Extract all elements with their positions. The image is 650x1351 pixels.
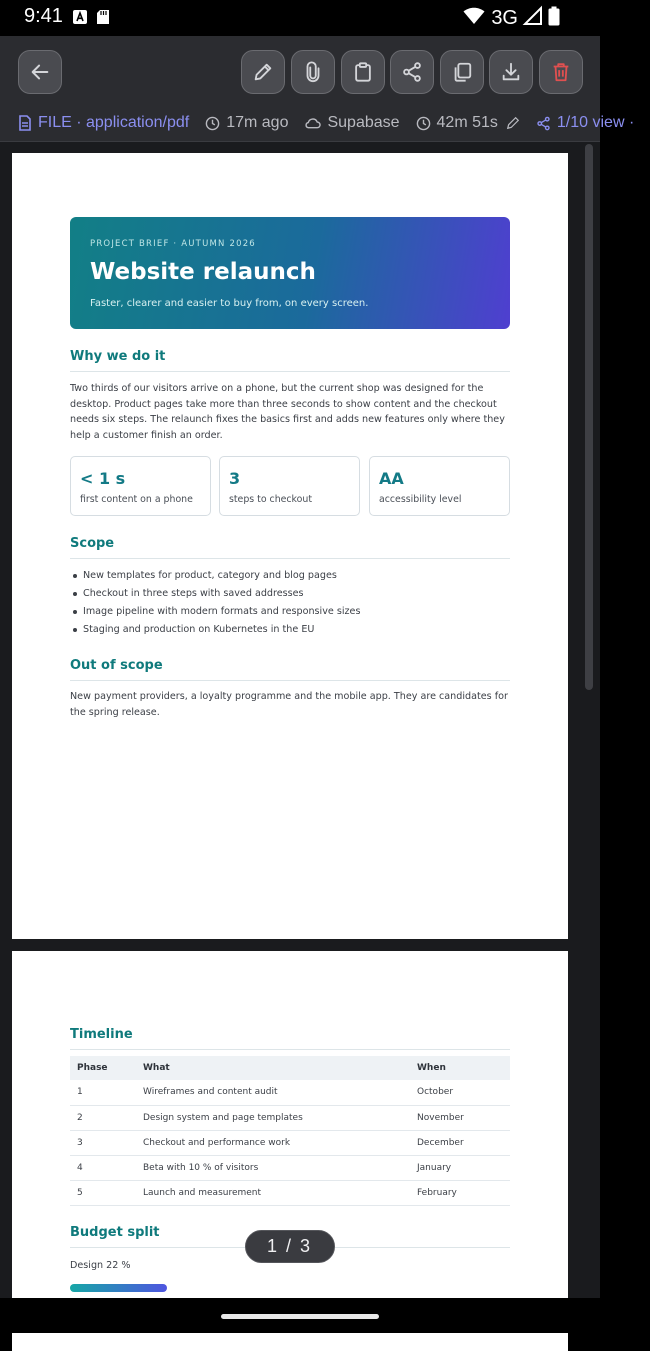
table-row bbox=[70, 1180, 510, 1205]
table-row bbox=[70, 1105, 510, 1130]
budget-label: Design 22 % bbox=[70, 1260, 131, 1271]
signal-icon bbox=[524, 7, 542, 29]
share-icon bbox=[536, 116, 551, 131]
file-type-text: FILE · application/pdf bbox=[38, 114, 190, 131]
attach-button[interactable] bbox=[291, 50, 335, 94]
network-type: 3G bbox=[491, 6, 518, 29]
wifi-icon bbox=[463, 7, 485, 29]
stat-value: < 1 s bbox=[80, 469, 126, 488]
stat-label: steps to checkout bbox=[229, 494, 313, 505]
battery-icon bbox=[548, 6, 560, 30]
scrollbar-thumb[interactable] bbox=[585, 144, 593, 690]
page-separator: / bbox=[285, 1236, 294, 1256]
page-indicator bbox=[245, 1230, 335, 1263]
budget-bar bbox=[70, 1284, 510, 1292]
status-time: 9:41 bbox=[24, 5, 63, 27]
timeline-table bbox=[70, 1056, 510, 1206]
edit-button[interactable] bbox=[241, 50, 285, 94]
navigation-bar bbox=[0, 1298, 600, 1333]
list-item: Image pipeline with modern formats and responsive sizes bbox=[70, 603, 510, 621]
table-cell: Checkout and performance work bbox=[136, 1130, 410, 1155]
table-cell: October bbox=[410, 1080, 510, 1105]
edit-icon bbox=[252, 61, 274, 83]
status-bar bbox=[0, 0, 600, 36]
table-cell: 2 bbox=[70, 1105, 136, 1130]
storage-text: Supabase bbox=[327, 114, 400, 131]
file-meta-row bbox=[18, 112, 650, 134]
views-meta bbox=[536, 114, 634, 132]
table-cell: Design system and page templates bbox=[136, 1105, 410, 1130]
cloud-icon bbox=[304, 116, 321, 130]
stat-value: AA bbox=[379, 469, 404, 488]
timeline-heading: Timeline bbox=[70, 1027, 510, 1050]
column-header: Phase bbox=[70, 1056, 136, 1080]
file-type-meta bbox=[18, 114, 189, 132]
share-icon bbox=[401, 61, 423, 83]
table-cell: Launch and measurement bbox=[136, 1180, 410, 1205]
hero-eyebrow: PROJECT BRIEF · AUTUMN 2026 bbox=[90, 239, 256, 249]
download-button[interactable] bbox=[489, 50, 533, 94]
back-button[interactable] bbox=[18, 50, 62, 94]
delete-icon bbox=[550, 61, 572, 83]
pdf-page-1 bbox=[12, 153, 568, 939]
stat-card bbox=[369, 456, 510, 516]
storage-meta bbox=[304, 114, 399, 132]
table-cell: 1 bbox=[70, 1080, 136, 1105]
table-header-row bbox=[70, 1056, 510, 1080]
sd-card-icon bbox=[96, 9, 110, 29]
notification-a-icon bbox=[72, 9, 88, 29]
hero-subtitle: Faster, clearer and easier to buy from, on every screen. bbox=[90, 298, 369, 309]
stat-value: 3 bbox=[229, 469, 241, 488]
copy-button[interactable] bbox=[440, 50, 484, 94]
table-cell: January bbox=[410, 1155, 510, 1180]
hero-banner bbox=[70, 217, 510, 329]
hero-title: Website relaunch bbox=[90, 259, 316, 285]
list-item: Checkout in three steps with saved addresses bbox=[70, 585, 510, 603]
copy-icon bbox=[451, 61, 473, 83]
table-cell: 3 bbox=[70, 1130, 136, 1155]
table-cell: February bbox=[410, 1180, 510, 1205]
table-cell: 4 bbox=[70, 1155, 136, 1180]
table-row bbox=[70, 1080, 510, 1105]
table-cell: 5 bbox=[70, 1180, 136, 1205]
clock-icon bbox=[205, 116, 220, 131]
stat-label: first content on a phone bbox=[80, 494, 193, 505]
file-icon bbox=[18, 115, 32, 131]
timer-icon bbox=[416, 116, 431, 131]
list-item: New templates for product, category and blog pages bbox=[70, 567, 510, 585]
table-row bbox=[70, 1130, 510, 1155]
clipboard-icon bbox=[352, 61, 374, 83]
scope-list bbox=[70, 567, 510, 639]
column-header: When bbox=[410, 1056, 510, 1080]
budget-bar-fill bbox=[70, 1284, 167, 1292]
views-text: 1/10 view · bbox=[556, 114, 635, 131]
list-item: Staging and production on Kubernetes in the EU bbox=[70, 621, 510, 639]
back-icon bbox=[29, 61, 51, 83]
clipboard-button[interactable] bbox=[341, 50, 385, 94]
total-pages: 3 bbox=[300, 1236, 314, 1256]
column-header: What bbox=[136, 1056, 410, 1080]
scope-heading: Scope bbox=[70, 536, 510, 559]
app-toolbar bbox=[0, 36, 635, 142]
scrollbar[interactable] bbox=[582, 144, 596, 1298]
pdf-page-2 bbox=[12, 951, 568, 1351]
why-paragraph: Two thirds of our visitors arrive on a phone, but the current shop was designed for the desktop. Product pages take more than three seconds to show content and the checkout needs six steps. The relaunch fixes the basics first and adds new features only where they help a customer finish an order. bbox=[70, 383, 505, 442]
created-text: 17m ago bbox=[226, 114, 289, 131]
expires-text: 42m 51s bbox=[436, 114, 498, 131]
stat-label: accessibility level bbox=[379, 494, 462, 505]
home-gesture-handle[interactable] bbox=[221, 1314, 379, 1319]
created-meta bbox=[205, 114, 288, 132]
stat-card bbox=[70, 456, 211, 516]
pencil-icon[interactable] bbox=[506, 116, 520, 130]
out-of-scope-heading: Out of scope bbox=[70, 658, 510, 681]
table-row bbox=[70, 1155, 510, 1180]
out-of-scope-paragraph: New payment providers, a loyalty programme and the mobile app. They are candidates for the spring release. bbox=[70, 691, 508, 718]
download-icon bbox=[500, 61, 522, 83]
attach-icon bbox=[302, 61, 324, 83]
current-page: 1 bbox=[266, 1236, 280, 1256]
stat-card bbox=[219, 456, 360, 516]
table-cell: Wireframes and content audit bbox=[136, 1080, 410, 1105]
expires-meta bbox=[416, 114, 520, 132]
delete-button[interactable] bbox=[539, 50, 583, 94]
budget-heading: Budget split bbox=[70, 1225, 510, 1248]
table-cell: December bbox=[410, 1130, 510, 1155]
why-heading: Why we do it bbox=[70, 349, 510, 372]
pdf-viewer[interactable] bbox=[0, 142, 600, 1298]
table-cell: Beta with 10 % of visitors bbox=[136, 1155, 410, 1180]
table-cell: November bbox=[410, 1105, 510, 1130]
share-button[interactable] bbox=[390, 50, 434, 94]
